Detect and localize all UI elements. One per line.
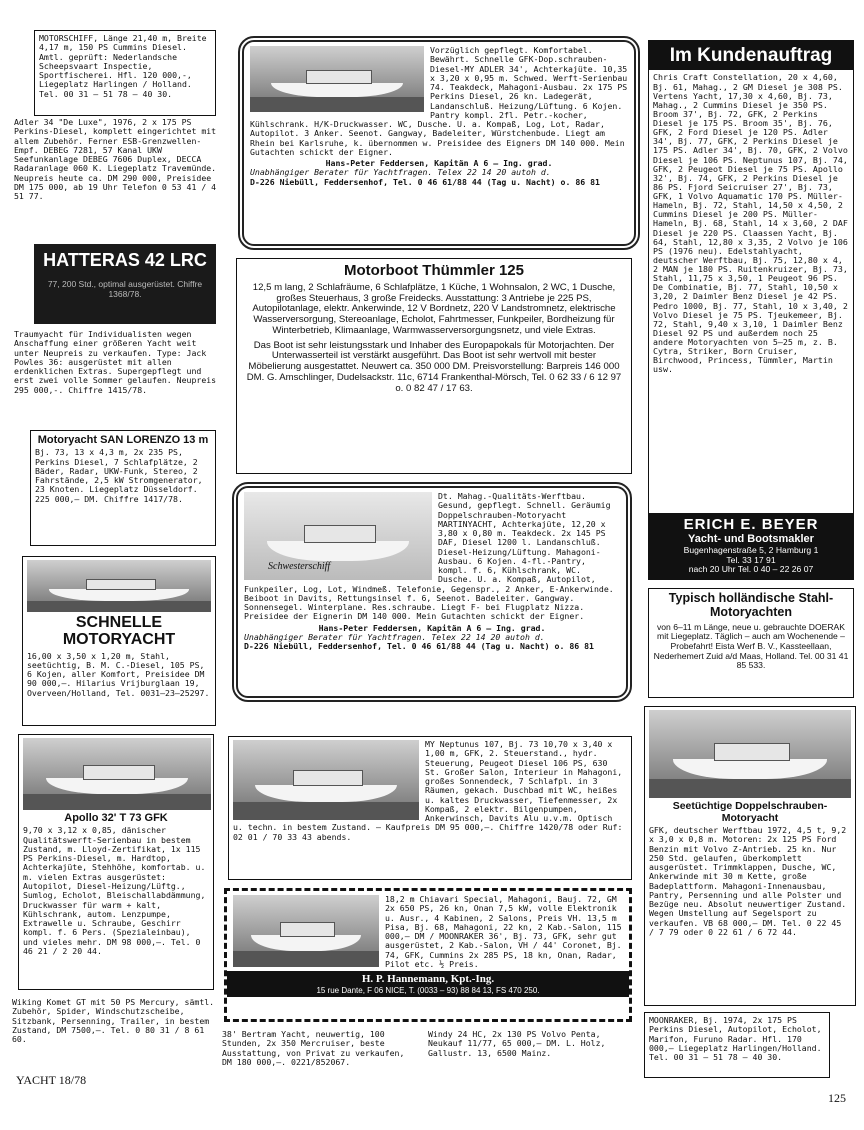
ad-contact-banner [227, 971, 629, 996]
footer-magazine: YACHT 18/78 [16, 1074, 87, 1087]
ad-san-lorenzo [30, 430, 216, 546]
ad-text: Chris Craft Constellation, 20 x 4,60, Bj. 61, Mahag., 2 GM Diesel je 308 PS. Vertens Yacht, 17,30 x 4,60, Bj. 73, Mahag., 2 Cummins Diesel je 350 PS. Broom 37', Bj. 72, GFK, 2 Perkins Diesel je 175 PS. Broom 35', Bj. 76, GFK, 2 Ford Diesel je 120 PS. Adler 34', Bj. 77, GFK, 2 Perkins Diesel je 175 PS. Adler 34', Bj. 70, GFK, 2 Volvo Diesel je 106 PS. Neptunus 107, Bj. 74, GFK, 2 Peugeot Diesel je 75 PS. Apollo 32', Bj. 74, GFK, 2 Perkins Diesel je 86 PS. Fjord Seicruiser 27', Bj. 73, GFK, 1 Volvo Aquamatic 170 PS. Müller-Hameln, Bj. 72, Stahl, 14,50 x 4,50, 2 Cummins Diesel je 200 PS. Müller-Hameln, Bj. 68, Stahl, 14 x 3,60, 2 DAF Diesel je 220 PS. Claassen Yacht, Bj. 64, Stahl, 12,80 x 3,35, 2 Volvo je 106 PS (1976 neu). Edelstahlyacht, deutscher Werftbau, Bj. 75, 12,80 x 4, 2 MAN je 180 PS. Ruitenkruizer, Bj. 73, Stahl, 11,75 x 3,50, 1 Peugeot 96 PS. De Combinatie, Bj. 77, Stahl, 10,50 x 3,20, 2 Daimler Benz Diesel je 42 PS. Pedro 1000, Bj. 77, Stahl, 10 x 3,40, 2 Volvo Diesel je 75 PS. Tjeukemeer, Bj. 72, Stahl, 9,40 x 3,10, 1 Daimler Benz Diesel 92 PS und außerdem noch 25 andere Motoryachten von 5–25 m, z. B. Cytra, Striker, Born Cruiser, Birchwood, Princess, Tümmler, Martin usw. [653, 72, 848, 375]
ad-text: MOTORSCHIFF, Länge 21,40 m, Breite 4,17 m, 150 PS Cummins Diesel. Amtl. geprüft: Nederlandsche Scheepsvaart Inspectie, Sportfischerei. Hfl. 120 000,-, Liegeplatz Harlingen / Holland. Tel. 00 31 – 51 78 – 40 30. [39, 33, 207, 99]
ad-title: Seetüchtige Doppelschrauben-Motoryacht [672, 800, 828, 824]
ad-text: GFK, deutscher Werftbau 1972, 4,5 t, 9,2 x 3,0 x 0,8 m. Motoren: 2x 125 PS Ford Benzin mit Volvo Z-Antrieb. 25 kn. Nur 250 Std. gelaufen, überkomplett ausgerüstet. Trimmklappen, Dusche, WC, Ankerwinde mit 30 m Kette, große Badeplattform. Mahagoni-Innenausbau, Pantry, Persenning und alle Polster und Bezüge neu. Absolut neuwertiger Zustand. Wegen Umstellung auf Segelsport zu verkaufen. VB 68 000,— DM. Tel. 0 22 45 / 7 79 oder 0 22 61 / 6 72 44. [649, 825, 847, 938]
ad-contact-line: Unabhängiger Berater für Yachtfragen. Telex 22 14 20 autoh d. [250, 167, 551, 178]
ad-text: Windy 24 HC, 2x 130 PS Volvo Penta, Neukauf 11/77, 65 000,— DM. L. Holz, Gallustr. 13, 6500 Mainz. [428, 1030, 606, 1058]
ad-text: Dt. Mahag.-Qualitäts-Werftbau. Gesund, gepflegt. Schnell. Geräumig Doppelschrauben-Motoryacht MARTINYACHT, Achterkajüte, 12,20 x 3,80 x 0,80 m. Teakdeck. 2x 145 PS DAF, Diesel 1200 l. Landanschluß. Diesel-Heizung/Lüftung. Mahagoni-Ausbau. 6 Kojen. 4-fl.-Pantry, kompl. f. 6, Kühlschrank, WC. Dusche. U. a. Kompaß, Autopilot, Funkpeiler, Log, Lot, Windmeß. Telefonie, Gegenspr., 2 Anker, E-Ankerwinde. Beiboot in Davits, Rettungsinsel f. 6, Seenot. Badeleiter. Gangway. Sonnensegel. Winterplane. Res.schraube. Liegt F- bei Flugplatz Nizza. Preisidee der Eignerin DM 140 000. Mein Gutachten schickt der Eigner. [244, 491, 614, 622]
ad-text: Bj. 73, 13 x 4,3 m, 2x 235 PS, Perkins Diesel, 7 Schlafplätze, 2 Bäder, Radar, UKW-Funk, Stereo, 2 Fahrstände, 2,5 kW Stromgenerator, 23 Knoten. Liegeplatz Düsseldorf. 225 000,— DM. Chiffre 1417/78. [35, 447, 203, 504]
ad-stahl-motoryachten [648, 588, 854, 698]
ad-text: Traumyacht für Individualisten wegen Anschaffung einer größeren Yacht weit unter Neupreis zu verkaufen. Type: Jack Powles 36: ausgerüstet mit allen erdenklichen Extras. Supergepflegt und erst zwei volle Sommer gelaufen. Neupreis 295 000,-. Chiffre 1415/78. [14, 330, 217, 395]
ad-motorschiff [34, 30, 216, 116]
ad-apollo-32 [18, 734, 214, 990]
ad-hatteras [34, 244, 216, 324]
ad-text: Wiking Komet GT mit 50 PS Mercury, sämtl. Zubehör, Spider, Windschutzscheibe, Sitzbank, Persenning, Trailer, in bestem Zustand, DM 7500,—. Tel. 0 80 31 / 8 61 60. [12, 998, 215, 1045]
ad-title: Apollo 32' T 73 GFK [64, 812, 168, 824]
photo-caption: Schwesterschiff [268, 560, 331, 572]
ad-text: MOONRAKER, Bj. 1974, 2x 175 PS Perkins Diesel, Autopilot, Echolot, Marifon, Furuno Radar. Hfl. 170 000,— Liegeplatz Harlingen/Holland. Tel. 00 31 – 51 78 – 40 30. [649, 1015, 822, 1063]
ad-dealer-sub: Yacht- und Bootsmakler [688, 533, 814, 546]
ad-contact-address: 15 rue Dante, F 06 NICE, T. (0033 – 93) 88 84 13, FS 470 250. [316, 985, 540, 995]
ad-contact-address: D-226 Niebüll, Feddersenhof, Tel. 0 46 61/88 44 (Tag u. Nacht) o. 86 81 [250, 176, 600, 187]
boat-photo [27, 560, 211, 612]
ad-contact-address: D-226 Niebüll, Feddersenhof, Tel. 0 46 61/88 44 (Tag u. Nacht) o. 86 81 [244, 641, 594, 652]
ad-martinyacht-feddersen [232, 482, 632, 702]
ad-text: MY Neptunus 107, Bj. 73 10,70 x 3,40 x 1,00 m, GFK, 2. Steuerstand., hydr. Steuerung, Peugeot Diesel 106 PS, 630 St. Großer Salon, Interieur in Mahagoni, großes Sonnendeck, 7 Schlafpl. in 3 Räumen, gekach. Duschbad mit WC, heißes u. kaltes Druckwasser, Tiefenmesser, 2x Kompaß, 2 elektr. Bilgenpumpen, Ankerwinsch, Davits Alu u.v.m. Optisch u. techn. in bestem Zustand. – Kaufpreis DM 95 000,—. Chiffre 1420/78 oder Ruf: 02 01 / 70 33 43 abends. [233, 739, 623, 842]
ad-bertram [222, 1030, 418, 1078]
ad-contact-name: Hans-Peter Feddersen, Kapitän A 6 – Ing. grad. [318, 622, 546, 633]
ad-title: HATTERAS 42 LRC [43, 250, 207, 270]
ad-dealer-name: ERICH E. BEYER [683, 515, 819, 533]
ad-hannemann [224, 888, 632, 1022]
ad-subtitle: 77, 200 Std., optimal ausgerüstet. Chiffre 1368/78. [47, 279, 203, 299]
ad-thummler-125 [236, 258, 632, 474]
ad-moonraker [644, 1012, 830, 1078]
ad-dealer-night: nach 20 Uhr Tel. 0 40 – 22 26 07 [688, 564, 814, 575]
ad-text: 18,2 m Chiavari Special, Mahagoni, Bauj. 72, GM 2x 650 PS, 26 kn, Onan 7,5 kW, volle Elektronik u. Ausr., 4 Kabinen, 2 Salons, Preis VH. 13,5 m Pisa, Bj. 68, Mahagoni, 22 kn, 2 Kab.-Salon, 115 000,— DM / MOONRAKER 36', Bj. 73, GFK, sehr gut ausgerüstet, 2 Kab.-Salon, VH / 44' Coronet, Bj. 74, GFK, Cummins 2x 285 PS, 18 kn, Onan, Radar, Pilot etc. ½ Preis. [385, 894, 622, 969]
ad-dealer-banner [649, 513, 853, 579]
ad-adler-gfk-feddersen [238, 36, 640, 250]
ad-doppelschrauben [644, 706, 856, 1006]
boat-photo [244, 492, 432, 580]
ad-neptunus-107 [228, 736, 632, 880]
ad-traumyacht [14, 330, 224, 422]
ad-text: 38' Bertram Yacht, neuwertig, 100 Stunden, 2x 350 Mercruiser, beste Ausstattung, von Privat zu verkaufen, DM 180 000,—. 0221/852067. [222, 1030, 405, 1067]
ad-kundenauftrag [648, 40, 854, 580]
ad-contact-name: H. P. Hannemann, Kpt.-Ing. [361, 973, 495, 986]
ad-title: SCHNELLE MOTORYACHT [62, 614, 176, 648]
ad-title: Typisch holländische Stahl-Motoryachten [668, 591, 834, 619]
ad-dealer-tel: Tel. 33 17 91 [726, 554, 776, 565]
boat-photo [233, 895, 379, 967]
ad-text: Adler 34 "De Luxe", 1976, 2 x 175 PS Perkins-Diesel, komplett eingerichtet mit allem Zubehör. Ferner ESB-Grenzwellen-Empf. DEBEG 7281, 57 Kanal UKW Seefunkanlage DEBEG 7606 Duplex, DECCA Radaranlage 060 K. Liegeplatz Travemünde. Neupreis heute ca. DM 290 000, Preisidee DM 175 000, ab 19 Uhr Telefon 0 53 41 / 4 51 77. [14, 118, 217, 202]
ad-contact-name: Hans-Peter Feddersen, Kapitän A 6 – Ing. grad. [325, 158, 553, 169]
boat-photo [233, 740, 419, 820]
ad-schnelle-motoryacht [22, 556, 216, 726]
ad-text-2: Das Boot ist sehr leistungsstark und Inhaber des Europapokals für Motorjachten. Der Unterwasserteil ist verstärkt ausgeführt. Das Boot ist sehr wertvoll mit bester Möbelierung ausgestattet. Neuwert ca. 350 000 DM. Preisvorstellung: Barpreis 146 000 DM. G. Amschlinger, Dudelsackstr. 11c, 6714 Frankenthal-Mörsch, Tel. 0 62 33 / 6 12 97 o. 0 82 47 / 17 63. [246, 339, 622, 394]
ad-title: Motoryacht SAN LORENZO 13 m [37, 434, 209, 446]
ad-title: Im Kundenauftrag [649, 41, 853, 70]
ad-windy [428, 1030, 628, 1078]
ad-title: Motorboot Thümmler 125 [343, 262, 524, 279]
ad-dealer-address: Bugenhagenstraße 5, 2 Hamburg 1 [683, 544, 819, 555]
ad-contact-line: Unabhängiger Berater für Yachtfragen. Telex 22 14 20 autoh d. [244, 631, 545, 642]
boat-photo [23, 738, 211, 810]
ad-text: von 6–11 m Länge, neue u. gebrauchte DOERAK mit Liegeplatz. Täglich – auch am Wochenende – Probefahrt! Eista Werf B. V., Kassteellaan, Nederhemert Zuid a/d Maas, Holland. Tel. 00 31 41 85 533. [653, 621, 849, 671]
ad-text: 16,00 x 3,50 x 1,20 m, Stahl, seetüchtig, B. M. C.-Diesel, 105 PS, 6 Kojen, aller Komfort, Preisidee DM 90 000,—. Hilarius Vrijburglaan 19, Overveen/Holland, Tel. 0031–23–25297. [27, 650, 210, 698]
ad-text: 9,70 x 3,12 x 0,85, dänischer Qualitätswerft-Serienbau in bestem Zustand, m. Lloyd-Zertifikat, 1x 115 PS Perkins-Diesel, m. Hardtop, Achterkajüte, Stehhöhe, komfortab. u. m. vielen Extras ausgerüstet: Autopilot, Diesel-Heizung/Lüftg., Sumlog, Echolot, Bleischallabdämmung, Druckwasser für warm + kalt, Kühlschrank, autom. Lenzpumpe, Extrawelle u. Schraube, Geschirr kompl. f. 6 Pers. (Spezialeinbau), und vieles mehr. DM 98 000,—. Tel. 0 46 21 / 2 20 44. [23, 825, 206, 956]
ad-text: Vorzüglich gepflegt. Komfortabel. Bewährt. Schnelle GFK-Dop.schrauben-Diesel-MY ADLER 34', Achterkajüte. 10,35 x 3,20 x 0,95 m. Schwed. Werft-Serienbau 74. Teakdeck, Mahagoni-Ausbau. 2x 175 PS Perkins Diesel, 26 kn. Ladegerät, Landanschluß. Heizung/Lüftung. 6 Kojen. Pantry kompl. 2fl. Petr.-kocher, Kühlschrank. H/K-Druckwasser. WC, Dusche. U. a. Kompaß, Log, Lot, Radar, Autopilot. 3 Anker. Seenot. Gangway, Badeleiter, Würstchenbude. Liegt am Rhein bei Karlsruhe, k. übernommen w. Preisidee des Eigners DM 140 000. Mein Gutachten schickt der Eigner. [250, 45, 628, 157]
ad-wiking-komet [12, 998, 222, 1060]
boat-photo [250, 46, 424, 112]
page-number: 125 [828, 1092, 846, 1105]
ad-text: 12,5 m lang, 2 Schlafräume, 6 Schlafplätze, 1 Küche, 1 Wohnsalon, 2 WC, 1 Dusche, großes Steuerhaus, 3 große Freidecks. Ausstattung: 3 Antriebe je 225 PS, Autopilotanlage, elektr. Ankerwinde, 12 V Bordnetz, 220 V Landstromnetz, elektrische Wasserversorgung, Stereoanlage, Echolot, Fahrtmesser, Funkpeiler, Bordheizung für Winterbetrieb, Klimaanlage, Warmwasserversorgungsnetz, und viele Extras. [252, 281, 616, 336]
boat-photo [649, 710, 851, 798]
ad-adler-34 [14, 118, 224, 236]
